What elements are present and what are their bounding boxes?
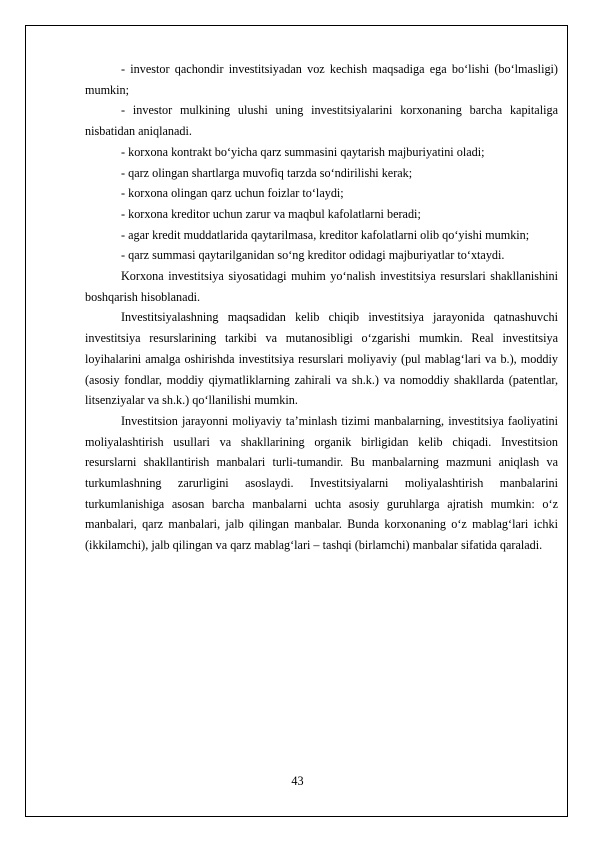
- paragraph: - korxona kreditor uchun zarur va maqbul kafolatlarni beradi;: [121, 206, 421, 221]
- page-number: 43: [291, 774, 304, 788]
- paragraph: - agar kredit muddatlarida qaytarilmasa, kreditor kafolatlarni olib qo‘yishi mumkin;: [121, 227, 530, 242]
- paragraph: - qarz summasi qaytarilganidan so‘ng kreditor odidagi majburiyatlar to‘xtaydi.: [121, 248, 505, 263]
- paragraph: - korxona kontrakt bo‘yicha qarz summasini qaytarish majburiyatini oladi;: [121, 144, 485, 159]
- document-body: [85, 59, 558, 556]
- paragraph: Investitsiyalashning maqsadidan kelib chiqib investitsiya jarayonida qatnashuvchi investitsiya resurslarining tarkibi va mutanosibligi o‘zgarishi mumkin. Real investitsiya loyihalarini amalga oshirishda investitsiya resurslari moliyaviy (pul mablag‘lari va b.), moddiy (asosiy fondlar, moddiy qiymatliklarning zahirali va sh.k.) va nomoddiy shakllarda (patentlar, litsenziyalar va sh.k.) qo‘llanilishi mumkin.: [85, 310, 558, 408]
- paragraph: - qarz olingan shartlarga muvofiq tarzda so‘ndirilishi kerak;: [121, 165, 413, 180]
- paragraph: Korxona investitsiya siyosatidagi muhim yo‘nalish investitsiya resurslari shakllanishini boshqarish hisoblanadi.: [85, 269, 558, 304]
- paragraph: - investor mulkining ulushi uning investitsiyalarini korxonaning barcha kapitaliga nisbatidan aniqlanadi.: [85, 103, 558, 139]
- paragraph: Investitsion jarayonni moliyaviy ta’minlash tizimi manbalarning, investitsiya faoliyatini moliyalashtirish usullari va shakllarining organik birligidan kelib chiqadi. Investitsion resurslarni shakllantirish manbalari turli-tumandir. Bu manbalarning mazmuni aniqlash va turkumlashning zarurligini asoslaydi. Investitsiyalarni moliyalashtirish manbalarini turkumlanishiga asosan barcha manbalarni uchta asosiy guruhlarga ajratish mumkin: o‘z manbalari, qarz manbalari, jalb qilingan manbalar. Bunda korxonaning o‘z mablag‘lari ichki (ikkilamchi), jalb qilingan va qarz mablag‘lari – tashqi (birlamchi) manbalar sifatida qaraladi.: [85, 413, 558, 553]
- paragraph: - investor qachondir investitsiyadan voz kechish maqsadiga ega bo‘lishi (bo‘lmasligi) mumkin;: [85, 62, 558, 97]
- paragraph: - korxona olingan qarz uchun foizlar to‘laydi;: [121, 186, 344, 201]
